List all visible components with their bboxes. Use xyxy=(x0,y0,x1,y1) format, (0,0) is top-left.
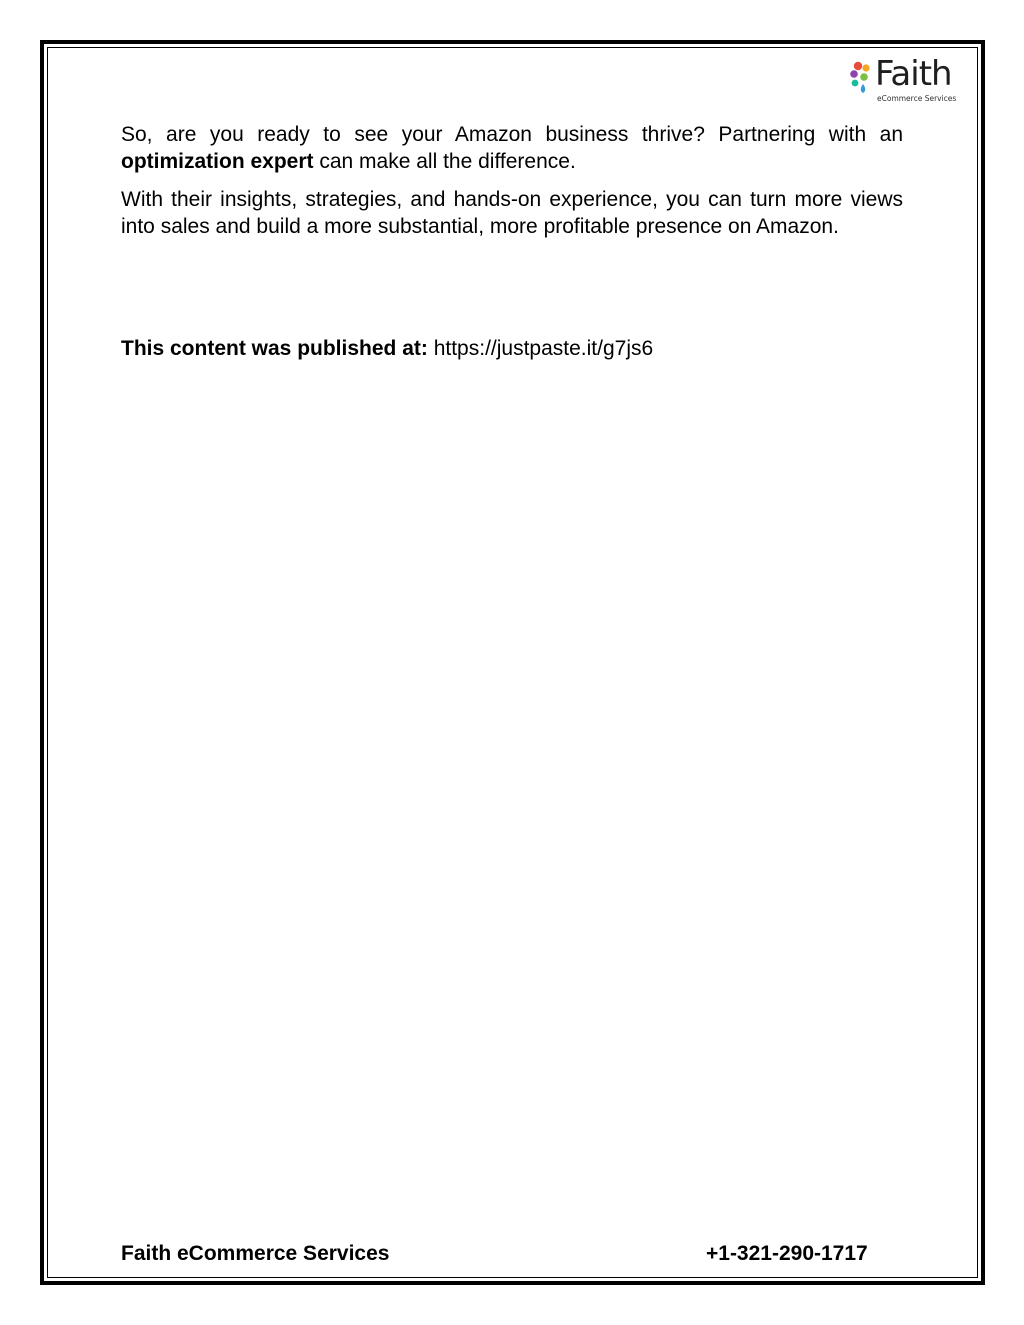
paragraph-1 xyxy=(121,121,903,175)
faith-logo xyxy=(849,54,967,106)
published-line xyxy=(121,335,653,362)
paragraph-1-text: So, are you ready to see your Amazon business thrive? Partnering with an xyxy=(121,123,903,146)
published-url[interactable]: https://justpaste.it/g7js6 xyxy=(433,337,654,360)
logo-wordmark: Faith xyxy=(875,54,952,94)
logo-subtitle: eCommerce Services xyxy=(877,94,957,103)
paragraph-2: With their insights, strategies, and hands-on experience, you can turn more views into sales and build a more substantial, more profitable presence on Amazon. xyxy=(121,188,903,238)
footer-company: Faith eCommerce Services xyxy=(121,1242,390,1265)
paragraph-1-text-end: can make all the difference. xyxy=(313,150,576,173)
optimization-expert-emphasis: optimization expert xyxy=(121,150,314,173)
published-label: This content was published at: xyxy=(121,337,428,360)
logo-petals-icon xyxy=(849,60,877,96)
footer-phone: +1-321-290-1717 xyxy=(706,1242,868,1265)
document-body xyxy=(121,121,903,251)
